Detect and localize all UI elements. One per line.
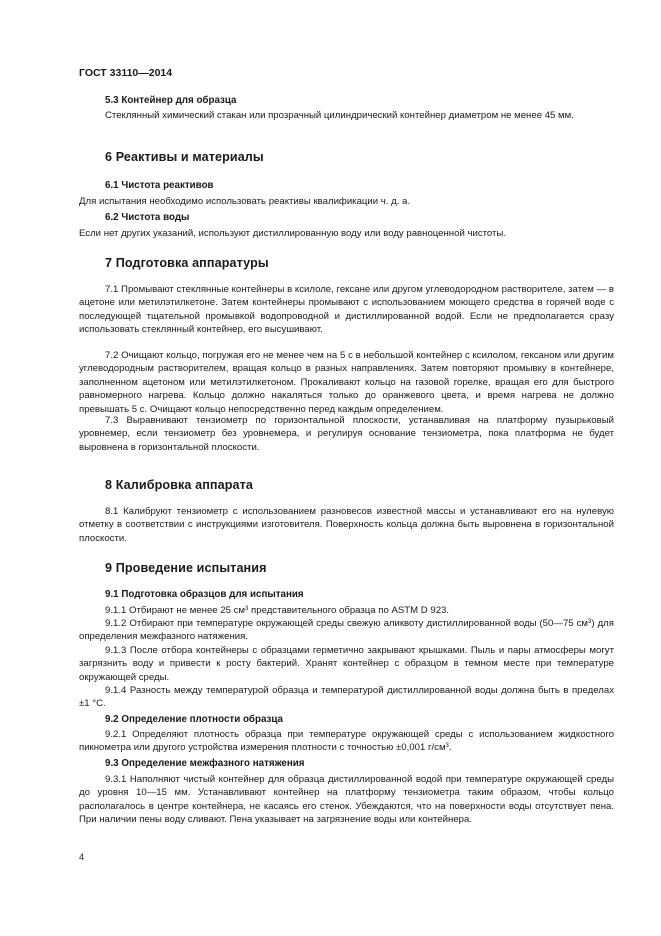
section-5-3-text: Стеклянный химический стакан или прозрачный цилиндрический контейнер диаметром не менее 45 мм. bbox=[105, 110, 574, 121]
superscript: 3 bbox=[588, 619, 592, 625]
paragraph-text: 9.1.1 Отбирают не менее 25 см bbox=[105, 605, 246, 616]
section-6-2-text: Если нет других указаний, используют дистиллированную воду или воду равноценной чистоты. bbox=[79, 228, 506, 239]
paragraph-8-1: 8.1 Калибруют тензиометр с использованием разновесов известной массы и устанавливают его на нулевую отметку в соответствии с инструкциями изготовителя. Поверхность кольца должна быть выровнена в горизонтальной плоскости. bbox=[79, 506, 614, 544]
section-9-2-title: 9.2 Определение плотности образца bbox=[105, 714, 283, 725]
section-9-1-title: 9.1 Подготовка образцов для испытания bbox=[105, 589, 304, 600]
section-5-3-title: 5.3 Контейнер для образца bbox=[105, 95, 237, 106]
section-6-1-title: 6.1 Чистота реактивов bbox=[105, 180, 214, 191]
paragraph-9-1-2 bbox=[79, 617, 614, 644]
section-6-1-text: Для испытания необходимо использовать реактивы квалификации ч. д. а. bbox=[79, 196, 411, 207]
superscript: 3 bbox=[445, 743, 449, 750]
document-header: ГОСТ 33110—2014 bbox=[79, 67, 173, 79]
page-number: 4 bbox=[79, 852, 85, 862]
paragraph-text: представительного образца по ASTM D 923. bbox=[248, 605, 450, 616]
paragraph-text: ) для определения межфазного натяжения. bbox=[79, 618, 614, 643]
paragraph-7-1: 7.1 Промывают стеклянные контейнеры в ксилоле, гексане или другом углеводородном растворителе, затем — в ацетоне или метилэтилкетоне. Затем контейнеры промывают с использованием моющего средства в горячей воде с последующей тщательной промывкой водопроводной и дистиллированной водой. Если не предполагается сразу использовать стеклянный контейнер, его высушивают. bbox=[79, 284, 614, 336]
superscript: 3 bbox=[245, 606, 249, 612]
paragraph-9-3-1: 9.3.1 Наполняют чистый контейнер для образца дистиллированной водой при температуре окружающей среды до уровня 10—15 мм. Устанавливают контейнер на платформу тензиометра таким образом, чтобы кольцо располагалось в центре контейнера, не касаясь его стенок. Убеждаются, что на поверхности воды отсутствует пена. При наличии пены воду сливают. Пена указывает на загрязнение воды или контейнера. bbox=[79, 774, 614, 826]
paragraph-7-2: 7.2 Очищают кольцо, погружая его не менее чем на 5 с в небольшой контейнер с ксилолом, гексаном или другим углеводородным растворителем, вращая кольцо в разных направлениях. Затем повторяют промывку в контейнере, заполненном ацетоном или метилэтилкетоном. Прокаливают кольцо на газовой горелке, вращая его для быстрого равномерного нагрева. Кольцо должно накаляться только до оранжевого цвета, и время нагрева не должно превышать 5 с. Очищают кольцо непосредственно перед каждым определением. bbox=[79, 350, 614, 415]
paragraph-9-1-4: 9.1.4 Разность между температурой образца и температурой дистиллированной воды должна быть в пределах ±1 °С. bbox=[79, 685, 614, 710]
section-9-title: 9 Проведение испытания bbox=[105, 561, 267, 575]
section-7-title: 7 Подготовка аппаратуры bbox=[105, 256, 269, 270]
paragraph-text: 9.2.1 Определяют плотность образца при температуре окружающей среды с использованием жидкостного пикнометра или другого устройства измерения плотности с точностью ±0,001 г/см bbox=[79, 729, 614, 754]
paragraph-9-2-1 bbox=[79, 728, 614, 755]
paragraph-7-3: 7.3 Выравнивают тензиометр по горизонтальной плоскости, устанавливая на платформу пузырьковый уровнемер, если тензиометр без уровнемера, и регулируя основание тензиометра, пока платформа не будет выровнена в горизонтальной плоскости. bbox=[79, 415, 614, 453]
section-6-title: 6 Реактивы и материалы bbox=[105, 150, 264, 164]
section-6-2-title: 6.2 Чистота воды bbox=[105, 212, 190, 223]
paragraph-9-1-1 bbox=[79, 604, 614, 617]
paragraph-9-1-3: 9.1.3 После отбора контейнеры с образцами герметично закрывают крышками. Пыль и пары атмосферы могут загрязнить воду и привести к росту бактерий. Хранят контейнер с образцом в темном месте при температуре окружающей среды. bbox=[79, 645, 614, 683]
paragraph-text: 9.1.2 Отбирают при температуре окружающей среды свежую аликвоту дистиллированной воды (50—75 см bbox=[105, 618, 589, 629]
paragraph-text: . bbox=[448, 742, 452, 754]
section-9-3-title: 9.3 Определение межфазного натяжения bbox=[105, 758, 305, 769]
section-8-title: 8 Калибровка аппарата bbox=[105, 478, 253, 492]
